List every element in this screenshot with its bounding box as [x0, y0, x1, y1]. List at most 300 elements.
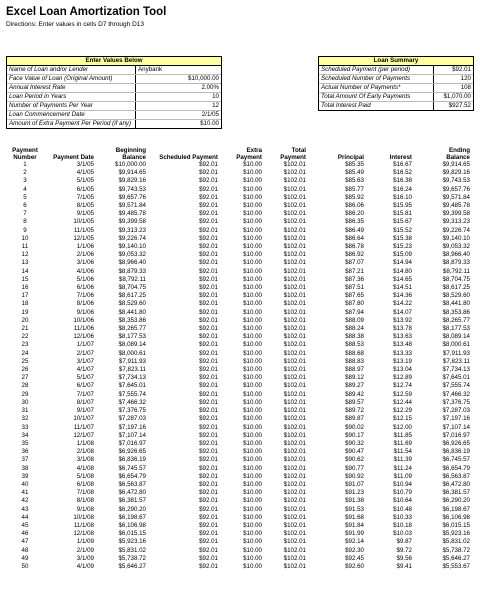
table-cell: $16.38 — [393, 177, 412, 185]
table-cell: $102.01 — [283, 521, 306, 529]
table-cell: $88.97 — [345, 366, 364, 374]
column-header: Payment Number — [12, 147, 38, 161]
table-cell: $8,089.14 — [118, 341, 146, 349]
table-cell: $6,654.79 — [118, 472, 146, 480]
table-cell: 9 — [23, 226, 27, 234]
table-cell: 5/1/05 — [76, 177, 94, 185]
table-cell: $15.23 — [393, 243, 412, 251]
table-cell: $10.00 — [243, 177, 262, 185]
table-cell: $5,553.67 — [442, 562, 470, 570]
table-cell: $87.51 — [345, 284, 364, 292]
table-cell: $10.00 — [243, 562, 262, 570]
table-cell: 3/1/07 — [76, 357, 94, 365]
table-cell: $102.01 — [283, 423, 306, 431]
table-cell: $10.33 — [393, 513, 412, 521]
table-cell: $90.62 — [345, 456, 364, 464]
input-value-cell[interactable]: 10 — [136, 93, 222, 102]
table-row — [6, 333, 472, 341]
input-row — [7, 66, 221, 75]
table-cell: $8,000.61 — [118, 349, 146, 357]
table-cell: $10.00 — [243, 431, 262, 439]
table-cell: $102.01 — [283, 538, 306, 546]
table-cell: $8,265.77 — [442, 316, 470, 324]
table-cell: $7,823.11 — [118, 366, 146, 374]
table-cell: 1/1/08 — [76, 439, 94, 447]
table-cell: $6,563.87 — [442, 472, 470, 480]
table-cell: 27 — [21, 374, 29, 382]
table-cell: $92.01 — [199, 407, 218, 415]
table-cell: 34 — [21, 431, 29, 439]
summary-row — [319, 75, 473, 84]
table-cell: $16.52 — [393, 169, 412, 177]
table-cell: $102.01 — [283, 349, 306, 357]
table-cell: $15.81 — [393, 210, 412, 218]
table-cell: $10.00 — [243, 497, 262, 505]
table-cell: $92.01 — [199, 177, 218, 185]
table-cell: $7,016.97 — [442, 431, 470, 439]
table-cell: $14.65 — [393, 275, 412, 283]
table-cell: $5,646.27 — [442, 554, 470, 562]
summary-row — [319, 66, 473, 75]
input-value-cell[interactable]: $10,000.00 — [136, 75, 222, 84]
table-cell: $8,353.86 — [118, 316, 146, 324]
summary-value: $927.52 — [434, 102, 473, 111]
table-cell: $89.12 — [345, 374, 364, 382]
table-cell: $6,198.67 — [442, 505, 470, 513]
table-cell: $10.79 — [393, 489, 412, 497]
table-cell: $13.92 — [393, 316, 412, 324]
table-cell: 10/1/07 — [73, 415, 94, 423]
table-cell: 8/1/07 — [76, 398, 94, 406]
table-cell: $6,745.57 — [118, 464, 146, 472]
table-cell: $9,571.84 — [442, 193, 470, 201]
loan-summary-panel — [318, 56, 474, 111]
table-cell: $92.01 — [199, 169, 218, 177]
table-cell: 11/1/07 — [73, 423, 94, 431]
table-cell: 45 — [21, 521, 29, 529]
table-cell: $8,879.33 — [118, 267, 146, 275]
table-row — [6, 391, 472, 399]
table-cell: $102.01 — [283, 366, 306, 374]
table-cell: $102.01 — [283, 234, 306, 242]
table-row — [6, 489, 472, 497]
table-cell: $92.01 — [199, 366, 218, 374]
column-header: Interest — [389, 154, 412, 161]
table-cell: $9,485.78 — [442, 202, 470, 210]
table-cell: $86.06 — [345, 202, 364, 210]
table-cell: $92.01 — [199, 349, 218, 357]
table-cell: $10.00 — [243, 464, 262, 472]
table-cell: $102.01 — [283, 161, 306, 168]
table-cell: $102.01 — [283, 456, 306, 464]
table-cell: $12.29 — [393, 407, 412, 415]
table-cell: $92.01 — [199, 374, 218, 382]
input-label: Loan Commencement Date — [7, 111, 136, 120]
table-cell: $9.41 — [396, 562, 412, 570]
input-label: Face Value of Loan (Original Amount) — [7, 75, 136, 84]
table-cell: 11/1/08 — [73, 521, 94, 529]
table-row — [6, 481, 472, 489]
table-cell: 2/1/09 — [76, 546, 94, 554]
table-cell: $7,197.16 — [442, 415, 470, 423]
table-cell: $10.00 — [243, 267, 262, 275]
table-cell: 35 — [21, 439, 29, 447]
table-cell: $89.72 — [345, 407, 364, 415]
table-cell: $9,657.76 — [442, 185, 470, 193]
table-cell: $14.80 — [393, 267, 412, 275]
table-cell: $8,000.61 — [442, 341, 470, 349]
table-cell: $102.01 — [283, 562, 306, 570]
table-cell: $10.00 — [243, 243, 262, 251]
table-cell: $7,287.03 — [442, 407, 470, 415]
input-value-cell[interactable]: 2.00% — [136, 84, 222, 93]
table-cell: $6,015.15 — [118, 530, 146, 538]
table-cell: 12/1/05 — [73, 234, 94, 242]
table-row — [6, 161, 472, 169]
table-cell: $15.95 — [393, 202, 412, 210]
table-cell: $10.00 — [243, 193, 262, 201]
table-cell: $10.00 — [243, 415, 262, 423]
table-cell: $90.92 — [345, 472, 364, 480]
table-cell: $92.01 — [199, 341, 218, 349]
table-cell: $8,177.53 — [442, 325, 470, 333]
table-cell: $91.07 — [345, 480, 364, 488]
table-row — [6, 186, 472, 194]
table-cell: 18 — [21, 300, 29, 308]
column-header: Extra Payment — [236, 147, 262, 161]
table-row — [6, 473, 472, 481]
table-cell: $10.00 — [243, 275, 262, 283]
table-cell: $102.01 — [283, 472, 306, 480]
table-cell: 12 — [21, 251, 29, 259]
table-row — [6, 465, 472, 473]
table-cell: 2/1/07 — [76, 349, 94, 357]
table-cell: 6/1/06 — [76, 284, 94, 292]
table-cell: 36 — [21, 448, 29, 456]
table-cell: 6/1/08 — [76, 480, 94, 488]
table-cell: $10.00 — [243, 448, 262, 456]
table-cell: 5/1/06 — [76, 275, 94, 283]
table-cell: $5,831.02 — [118, 546, 146, 554]
table-cell: $102.01 — [283, 398, 306, 406]
table-cell: 32 — [21, 415, 29, 423]
table-cell: $92.01 — [199, 202, 218, 210]
table-cell: $10.00 — [243, 308, 262, 316]
table-cell: $92.14 — [345, 538, 364, 546]
table-cell: $92.01 — [199, 431, 218, 439]
table-cell: 4 — [23, 185, 27, 193]
table-cell: $12.89 — [393, 374, 412, 382]
table-cell: $7,645.01 — [118, 382, 146, 390]
table-cell: $92.01 — [199, 161, 218, 168]
table-cell: $8,966.40 — [442, 251, 470, 259]
table-cell: 19 — [21, 308, 29, 316]
table-cell: $8,966.40 — [118, 259, 146, 267]
input-value-cell[interactable]: 12 — [136, 102, 222, 111]
table-cell: $102.01 — [283, 202, 306, 210]
table-cell: $14.36 — [393, 292, 412, 300]
table-cell: $8,529.60 — [118, 300, 146, 308]
table-cell: $92.01 — [199, 480, 218, 488]
table-cell: $102.01 — [283, 480, 306, 488]
table-row — [6, 169, 472, 177]
table-cell: $8,704.75 — [442, 275, 470, 283]
table-cell: $92.01 — [199, 267, 218, 275]
table-cell: $10.00 — [243, 423, 262, 431]
table-cell: $10.00 — [243, 390, 262, 398]
table-cell: 1/1/07 — [76, 341, 94, 349]
table-cell: 41 — [21, 489, 29, 497]
table-cell: $9,829.16 — [118, 177, 146, 185]
table-row — [6, 358, 472, 366]
table-cell: $6,381.57 — [118, 497, 146, 505]
summary-label: Scheduled Payment (per period) — [319, 66, 434, 75]
table-cell: $92.01 — [199, 464, 218, 472]
input-label: Amount of Extra Payment Per Period (if any) — [9, 120, 132, 127]
table-row — [6, 497, 472, 505]
input-row — [7, 84, 221, 93]
table-cell: $85.49 — [345, 169, 364, 177]
table-cell: $86.78 — [345, 243, 364, 251]
table-cell: $102.01 — [283, 275, 306, 283]
table-row — [6, 514, 472, 522]
table-cell: $10.00 — [243, 333, 262, 341]
table-cell: $92.01 — [199, 308, 218, 316]
table-cell: $102.01 — [283, 415, 306, 423]
input-label: Name of Loan and/or Lender — [7, 66, 136, 75]
summary-value: $92.01 — [434, 66, 473, 75]
table-cell: $13.04 — [393, 366, 412, 374]
table-row — [6, 424, 472, 432]
table-cell: $92.01 — [199, 251, 218, 259]
table-cell: $6,926.65 — [442, 439, 470, 447]
table-cell: $7,734.13 — [442, 366, 470, 374]
table-cell: $10.00 — [243, 349, 262, 357]
table-cell: 7 — [23, 210, 27, 218]
table-cell: 43 — [21, 505, 29, 513]
table-cell: $11.54 — [393, 448, 412, 456]
summary-label: Scheduled Number of Payments — [319, 75, 434, 84]
table-cell: 10/1/05 — [73, 218, 94, 226]
table-cell: $7,555.74 — [118, 390, 146, 398]
table-cell: $9,914.65 — [442, 161, 470, 168]
table-cell: $6,472.80 — [118, 489, 146, 497]
table-cell: $102.01 — [283, 185, 306, 193]
table-cell: $6,745.57 — [442, 456, 470, 464]
table-cell: 5/1/07 — [76, 374, 94, 382]
table-cell: $9,399.58 — [442, 210, 470, 218]
input-label: Loan Period in Years — [7, 93, 136, 102]
table-cell: $9,399.58 — [118, 218, 146, 226]
table-cell: 1/1/09 — [76, 538, 94, 546]
table-cell: $92.01 — [199, 472, 218, 480]
table-cell: $85.77 — [345, 185, 364, 193]
table-row — [6, 374, 472, 382]
table-cell: $102.01 — [283, 554, 306, 562]
table-cell: $6,926.65 — [118, 448, 146, 456]
table-row — [6, 210, 472, 218]
table-cell: $92.01 — [199, 448, 218, 456]
table-cell: $92.01 — [199, 316, 218, 324]
table-cell: $92.01 — [199, 382, 218, 390]
table-cell: 28 — [21, 382, 29, 390]
table-cell: $10.00 — [243, 521, 262, 529]
table-cell: 37 — [21, 456, 29, 464]
table-row — [6, 177, 472, 185]
table-row — [6, 276, 472, 284]
table-cell: 29 — [21, 390, 29, 398]
table-cell: $5,923.16 — [118, 538, 146, 546]
table-cell: $102.01 — [283, 218, 306, 226]
table-cell: $86.64 — [345, 234, 364, 242]
table-cell: $9,053.32 — [118, 251, 146, 259]
table-cell: $5,646.27 — [118, 562, 146, 570]
table-cell: $86.92 — [345, 251, 364, 259]
table-cell: $10.00 — [243, 210, 262, 218]
table-cell: $7,645.01 — [442, 374, 470, 382]
column-header: Ending Balance — [446, 147, 470, 161]
table-row — [6, 284, 472, 292]
table-cell: $9,829.16 — [442, 169, 470, 177]
table-cell: $7,555.74 — [442, 382, 470, 390]
table-cell: 12/1/06 — [73, 333, 94, 341]
table-row — [6, 538, 472, 546]
input-value-cell[interactable]: Anybank — [136, 66, 222, 75]
input-value-cell[interactable]: 2/1/05 — [136, 111, 222, 120]
table-cell: $88.24 — [345, 325, 364, 333]
table-cell: $9,140.10 — [442, 234, 470, 242]
table-cell: $10.00 — [243, 185, 262, 193]
table-cell: $88.09 — [345, 316, 364, 324]
table-cell: 33 — [21, 423, 29, 431]
table-cell: $8,617.25 — [442, 284, 470, 292]
table-row — [6, 448, 472, 456]
table-cell: $92.01 — [199, 325, 218, 333]
table-cell: 4/1/05 — [76, 169, 94, 177]
table-cell: $102.01 — [283, 497, 306, 505]
table-row — [6, 415, 472, 423]
table-cell: $5,738.72 — [442, 546, 470, 554]
table-cell: $11.69 — [393, 439, 412, 447]
table-cell: 23 — [21, 341, 29, 349]
table-cell: $10.00 — [243, 169, 262, 177]
table-cell: $87.36 — [345, 275, 364, 283]
table-cell: $7,107.14 — [118, 431, 146, 439]
summary-row — [319, 102, 473, 111]
directions-text: Directions: Enter values in cells D7 through D13 — [6, 21, 145, 28]
table-cell: $88.38 — [345, 333, 364, 341]
table-cell: $102.01 — [283, 513, 306, 521]
table-cell: $9,140.10 — [118, 243, 146, 251]
table-cell: 2/1/08 — [76, 448, 94, 456]
column-header: Total Payment — [280, 147, 306, 161]
input-values-panel — [6, 56, 222, 129]
table-cell: 8/1/06 — [76, 300, 94, 308]
table-cell: $8,353.86 — [442, 308, 470, 316]
table-cell: $92.01 — [199, 193, 218, 201]
table-cell: $8,792.11 — [118, 275, 146, 283]
summary-label: Total Interest Paid — [321, 102, 371, 109]
column-header: Principal — [337, 154, 364, 161]
table-cell: $10.00 — [243, 259, 262, 267]
table-cell: $6,290.20 — [118, 505, 146, 513]
table-cell: 4/1/08 — [76, 464, 94, 472]
table-cell: $102.01 — [283, 390, 306, 398]
table-cell: 8 — [23, 218, 27, 226]
table-cell: $102.01 — [283, 226, 306, 234]
table-cell: $12.59 — [393, 390, 412, 398]
table-cell: $7,466.32 — [118, 398, 146, 406]
table-cell: 6 — [23, 202, 27, 210]
table-cell: 8/1/05 — [76, 202, 94, 210]
table-cell: $6,015.15 — [442, 521, 470, 529]
table-cell: $92.01 — [199, 210, 218, 218]
table-cell: 14 — [21, 267, 29, 275]
table-cell: $92.01 — [199, 300, 218, 308]
table-cell: $102.01 — [283, 546, 306, 554]
table-cell: $8,265.77 — [118, 325, 146, 333]
table-cell: 40 — [21, 480, 29, 488]
table-cell: $5,738.72 — [118, 554, 146, 562]
table-cell: $10.00 — [243, 398, 262, 406]
table-cell: $10.00 — [243, 554, 262, 562]
table-cell: $9.56 — [396, 554, 412, 562]
table-cell: $16.24 — [393, 185, 412, 193]
table-cell: $10.00 — [243, 234, 262, 242]
table-cell: $10.00 — [243, 374, 262, 382]
table-cell: $10.00 — [243, 300, 262, 308]
table-cell: $15.09 — [393, 251, 412, 259]
table-cell: $90.02 — [345, 423, 364, 431]
table-cell: $10.00 — [243, 530, 262, 538]
table-row — [6, 530, 472, 538]
table-row — [6, 251, 472, 259]
input-value-cell[interactable]: $10.00 — [136, 120, 222, 129]
table-cell: $7,287.03 — [118, 415, 146, 423]
table-cell: $6,654.79 — [442, 464, 470, 472]
table-cell: 11/1/06 — [73, 325, 94, 333]
table-cell: $102.01 — [283, 292, 306, 300]
input-row — [7, 93, 221, 102]
table-cell: $7,376.75 — [118, 407, 146, 415]
table-cell: $9,053.32 — [442, 243, 470, 251]
table-cell: 46 — [21, 530, 29, 538]
table-cell: $102.01 — [283, 333, 306, 341]
table-cell: 22 — [21, 333, 29, 341]
table-cell: $91.38 — [345, 497, 364, 505]
table-cell: $92.01 — [199, 439, 218, 447]
table-cell: $102.01 — [283, 464, 306, 472]
table-cell: $10.00 — [243, 489, 262, 497]
table-cell: 26 — [21, 366, 29, 374]
table-cell: $10.00 — [243, 538, 262, 546]
table-cell: 44 — [21, 513, 29, 521]
table-cell: 24 — [21, 349, 29, 357]
table-cell: 9/1/05 — [76, 210, 94, 218]
input-row — [7, 120, 221, 129]
amortization-table — [6, 143, 472, 571]
table-row — [6, 227, 472, 235]
table-cell: 7/1/06 — [76, 292, 94, 300]
table-cell: $92.01 — [199, 284, 218, 292]
table-cell: $6,381.57 — [442, 489, 470, 497]
table-cell: $92.01 — [199, 226, 218, 234]
table-cell: $92.01 — [199, 562, 218, 570]
table-row — [6, 456, 472, 464]
input-row — [7, 111, 221, 120]
table-cell: 5/1/08 — [76, 472, 94, 480]
table-cell: $102.01 — [283, 243, 306, 251]
